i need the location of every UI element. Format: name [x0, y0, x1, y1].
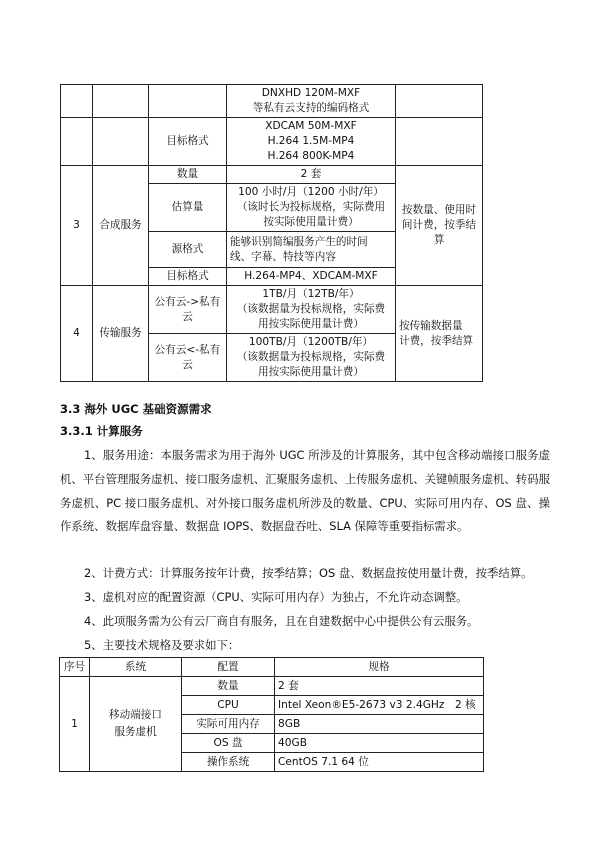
synth-tgt-label: 目标格式 [149, 268, 227, 286]
transfer-service-name: 传输服务 [93, 286, 149, 382]
row-num: 1 [60, 677, 90, 772]
synth-tgt-value: H.264-MP4、XDCAM-MXF [227, 268, 396, 286]
config-memory: 实际可用内存 [182, 715, 275, 734]
header-spec: 规格 [275, 658, 484, 677]
transfer-billing: 按传输数据量 计费，按季结算 [396, 286, 483, 382]
synth-qty-value: 2 套 [227, 166, 396, 184]
spec-qty: 2 套 [275, 677, 484, 696]
synth-row-num: 3 [61, 166, 93, 286]
transfer-down-value: 100TB/月（1200TB/年） （该数据量为投标规格，实际费 用按实际使用量计费） [227, 334, 396, 382]
transfer-up-value: 1TB/月（12TB/年） （该数据量为投标规格，实际费 用按实际使用量计费） [227, 286, 396, 334]
header-num: 序号 [60, 658, 90, 677]
item-spec-intro: 5、主要技术规格及要求如下： [84, 638, 240, 652]
spec-os: CentOS 7.1 64 位 [275, 753, 484, 772]
synth-est-value: 100 小时/月（1200 小时/年） （该时长为投标规格，实际费用 按实际使用量计费） [227, 184, 396, 232]
target-format-values: XDCAM 50M-MXF H.264 1.5M-MP4 H.264 800K-MP4 [227, 118, 396, 166]
synth-src-value: 能够识别简编服务产生的时间 线、字幕、特技等内容 [227, 232, 396, 268]
item-provider-requirement: 4、此项服务需为公有云厂商自有服务，且在自建数据中心中提供公有云服务。 [84, 614, 479, 628]
transfer-row-num: 4 [61, 286, 93, 382]
item-resource-config: 3、虚机对应的配置资源（CPU、实际可用内存）为独占，不允许动态调整。 [84, 590, 468, 604]
spec-os-disk: 40GB [275, 734, 484, 753]
transfer-up-label: 公有云->私有 云 [149, 286, 227, 334]
synth-src-label: 源格式 [149, 232, 227, 268]
config-os: 操作系统 [182, 753, 275, 772]
synth-est-label: 估算量 [149, 184, 227, 232]
synth-service-name: 合成服务 [93, 166, 149, 286]
synth-qty-label: 数量 [149, 166, 227, 184]
config-qty: 数量 [182, 677, 275, 696]
transfer-down-label: 公有云<-私有 云 [149, 334, 227, 382]
spec-memory: 8GB [275, 715, 484, 734]
synth-billing: 按数量、使用时 间计费，按季结 算 [396, 166, 483, 286]
spec-cpu: Intel Xeon®E5-2673 v3 2.4GHz 2 核 [275, 696, 484, 715]
config-cpu: CPU [182, 696, 275, 715]
paragraph-service-purpose: 1、服务用途：本服务需求为用于海外 UGC 所涉及的计算服务，其中包含移动端接口服务虚机、平台管理服务虚机、接口服务虚机、汇聚服务虚机、上传服务虚机、关键帧服务虚机、转码服务虚机、PC 接口服务虚机、对外接口服务虚机所涉及的数量、CPU、实际可用内存、OS 盘、操作系统、数据库盘容量、数据盘 IOPS、数据盘吞吐、SLA 保障等重要指标需求。 [60, 448, 550, 534]
compute-spec-table [59, 657, 484, 772]
dnxhd-cell: DNXHD 120M-MXF 等私有云支持的编码格式 [227, 85, 396, 118]
header-config: 配置 [182, 658, 275, 677]
system-name: 移动端接口 服务虚机 [90, 677, 182, 772]
item-billing-method: 2、计费方式：计算服务按年计费，按季结算；OS 盘、数据盘按使用量计费，按季结算。 [84, 566, 533, 580]
heading-3-3-1: 3.3.1 计算服务 [60, 424, 143, 438]
config-os-disk: OS 盘 [182, 734, 275, 753]
header-system: 系统 [90, 658, 182, 677]
service-table-top [60, 84, 483, 382]
target-format-label: 目标格式 [149, 118, 227, 166]
heading-3-3: 3.3 海外 UGC 基础资源需求 [60, 402, 212, 416]
